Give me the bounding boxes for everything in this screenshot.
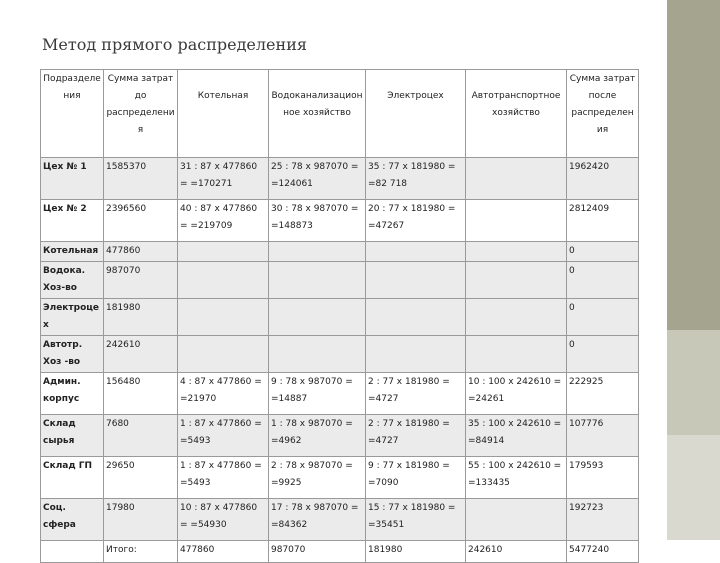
row-boiler: [178, 299, 269, 336]
row-boiler: [178, 262, 269, 299]
totals-electro: 181980: [366, 541, 466, 563]
row-electro: 9 : 77 x 181980 = =7090: [366, 457, 466, 499]
table-row: [41, 336, 639, 373]
row-boiler: [178, 336, 269, 373]
table-row: [41, 457, 639, 499]
row-water: 25 : 78 x 987070 = =124061: [269, 158, 366, 200]
totals-empty-cell: [41, 541, 104, 563]
row-name: Водока. Хоз-во: [41, 262, 104, 299]
row-transport: [466, 299, 567, 336]
row-total: 0: [567, 299, 639, 336]
row-boiler: 31 : 87 x 477860 = =170271: [178, 158, 269, 200]
slide-title: Метод прямого распределения: [42, 35, 307, 54]
row-name: Склад ГП: [41, 457, 104, 499]
row-total: 2812409: [567, 200, 639, 242]
table-row: [41, 158, 639, 200]
header-division: Подразделения: [41, 70, 104, 158]
row-transport: [466, 336, 567, 373]
row-total: 179593: [567, 457, 639, 499]
row-electro: [366, 299, 466, 336]
row-electro: 2 : 77 x 181980 = =4727: [366, 373, 466, 415]
row-electro: 2 : 77 x 181980 = =4727: [366, 415, 466, 457]
row-water: 30 : 78 x 987070 = =148873: [269, 200, 366, 242]
table-row: [41, 262, 639, 299]
row-name: Админ. корпус: [41, 373, 104, 415]
row-sum: 156480: [104, 373, 178, 415]
header-transport: Автотранспортное хозяйство: [466, 70, 567, 158]
table-row: [41, 499, 639, 541]
row-total: 1962420: [567, 158, 639, 200]
row-transport: [466, 242, 567, 262]
row-boiler: 1 : 87 x 477860 = =5493: [178, 415, 269, 457]
totals-water: 987070: [269, 541, 366, 563]
row-sum: 1585370: [104, 158, 178, 200]
distribution-table: [40, 69, 639, 563]
header-row: [41, 70, 639, 158]
row-total: 0: [567, 242, 639, 262]
row-boiler: 40 : 87 x 477860 = =219709: [178, 200, 269, 242]
decorative-side-block-middle: [667, 330, 720, 435]
header-boiler: Котельная: [178, 70, 269, 158]
row-transport: [466, 262, 567, 299]
row-name: Электроцех: [41, 299, 104, 336]
row-name: Цех № 2: [41, 200, 104, 242]
row-water: 17 : 78 x 987070 = =84362: [269, 499, 366, 541]
totals-transport: 242610: [466, 541, 567, 563]
row-transport: 10 : 100 x 242610 = =24261: [466, 373, 567, 415]
row-total: 192723: [567, 499, 639, 541]
row-total: 0: [567, 262, 639, 299]
row-transport: [466, 499, 567, 541]
row-electro: 20 : 77 x 181980 = =47267: [366, 200, 466, 242]
totals-boiler: 477860: [178, 541, 269, 563]
row-electro: 15 : 77 x 181980 = =35451: [366, 499, 466, 541]
row-sum: 29650: [104, 457, 178, 499]
row-boiler: [178, 242, 269, 262]
row-electro: [366, 336, 466, 373]
decorative-side-block-top: [667, 0, 720, 330]
row-boiler: 4 : 87 x 477860 = =21970: [178, 373, 269, 415]
row-water: [269, 336, 366, 373]
row-name: Котельная: [41, 242, 104, 262]
row-boiler: 1 : 87 x 477860 = =5493: [178, 457, 269, 499]
row-transport: 55 : 100 x 242610 = =133435: [466, 457, 567, 499]
row-sum: 7680: [104, 415, 178, 457]
header-water: Водоканализационное хозяйство: [269, 70, 366, 158]
header-electro: Электроцех: [366, 70, 466, 158]
row-sum: 181980: [104, 299, 178, 336]
row-total: 107776: [567, 415, 639, 457]
row-water: [269, 242, 366, 262]
row-sum: 2396560: [104, 200, 178, 242]
row-sum: 242610: [104, 336, 178, 373]
table-row: [41, 299, 639, 336]
row-transport: 35 : 100 x 242610 = =84914: [466, 415, 567, 457]
totals-grand-total: 5477240: [567, 541, 639, 563]
row-name: Автотр. Хоз -во: [41, 336, 104, 373]
totals-row: [41, 541, 639, 563]
row-name: Цех № 1: [41, 158, 104, 200]
row-water: [269, 262, 366, 299]
table-row: [41, 373, 639, 415]
table-row: [41, 200, 639, 242]
row-water: 9 : 78 x 987070 = =14887: [269, 373, 366, 415]
table-row: [41, 242, 639, 262]
row-name: Склад сырья: [41, 415, 104, 457]
row-sum: 987070: [104, 262, 178, 299]
row-transport: [466, 200, 567, 242]
row-total: 222925: [567, 373, 639, 415]
header-sum-before: Сумма затрат до распределения: [104, 70, 178, 158]
row-water: [269, 299, 366, 336]
row-name: Соц. сфера: [41, 499, 104, 541]
row-boiler: 10 : 87 x 477860 = =54930: [178, 499, 269, 541]
row-electro: [366, 262, 466, 299]
totals-label: Итого:: [104, 541, 178, 563]
row-electro: [366, 242, 466, 262]
row-sum: 17980: [104, 499, 178, 541]
row-total: 0: [567, 336, 639, 373]
table-row: [41, 415, 639, 457]
row-transport: [466, 158, 567, 200]
row-water: 1 : 78 x 987070 = =4962: [269, 415, 366, 457]
row-electro: 35 : 77 x 181980 = =82 718: [366, 158, 466, 200]
row-sum: 477860: [104, 242, 178, 262]
header-sum-after: Сумма затрат после распределения: [567, 70, 639, 158]
row-water: 2 : 78 x 987070 = =9925: [269, 457, 366, 499]
